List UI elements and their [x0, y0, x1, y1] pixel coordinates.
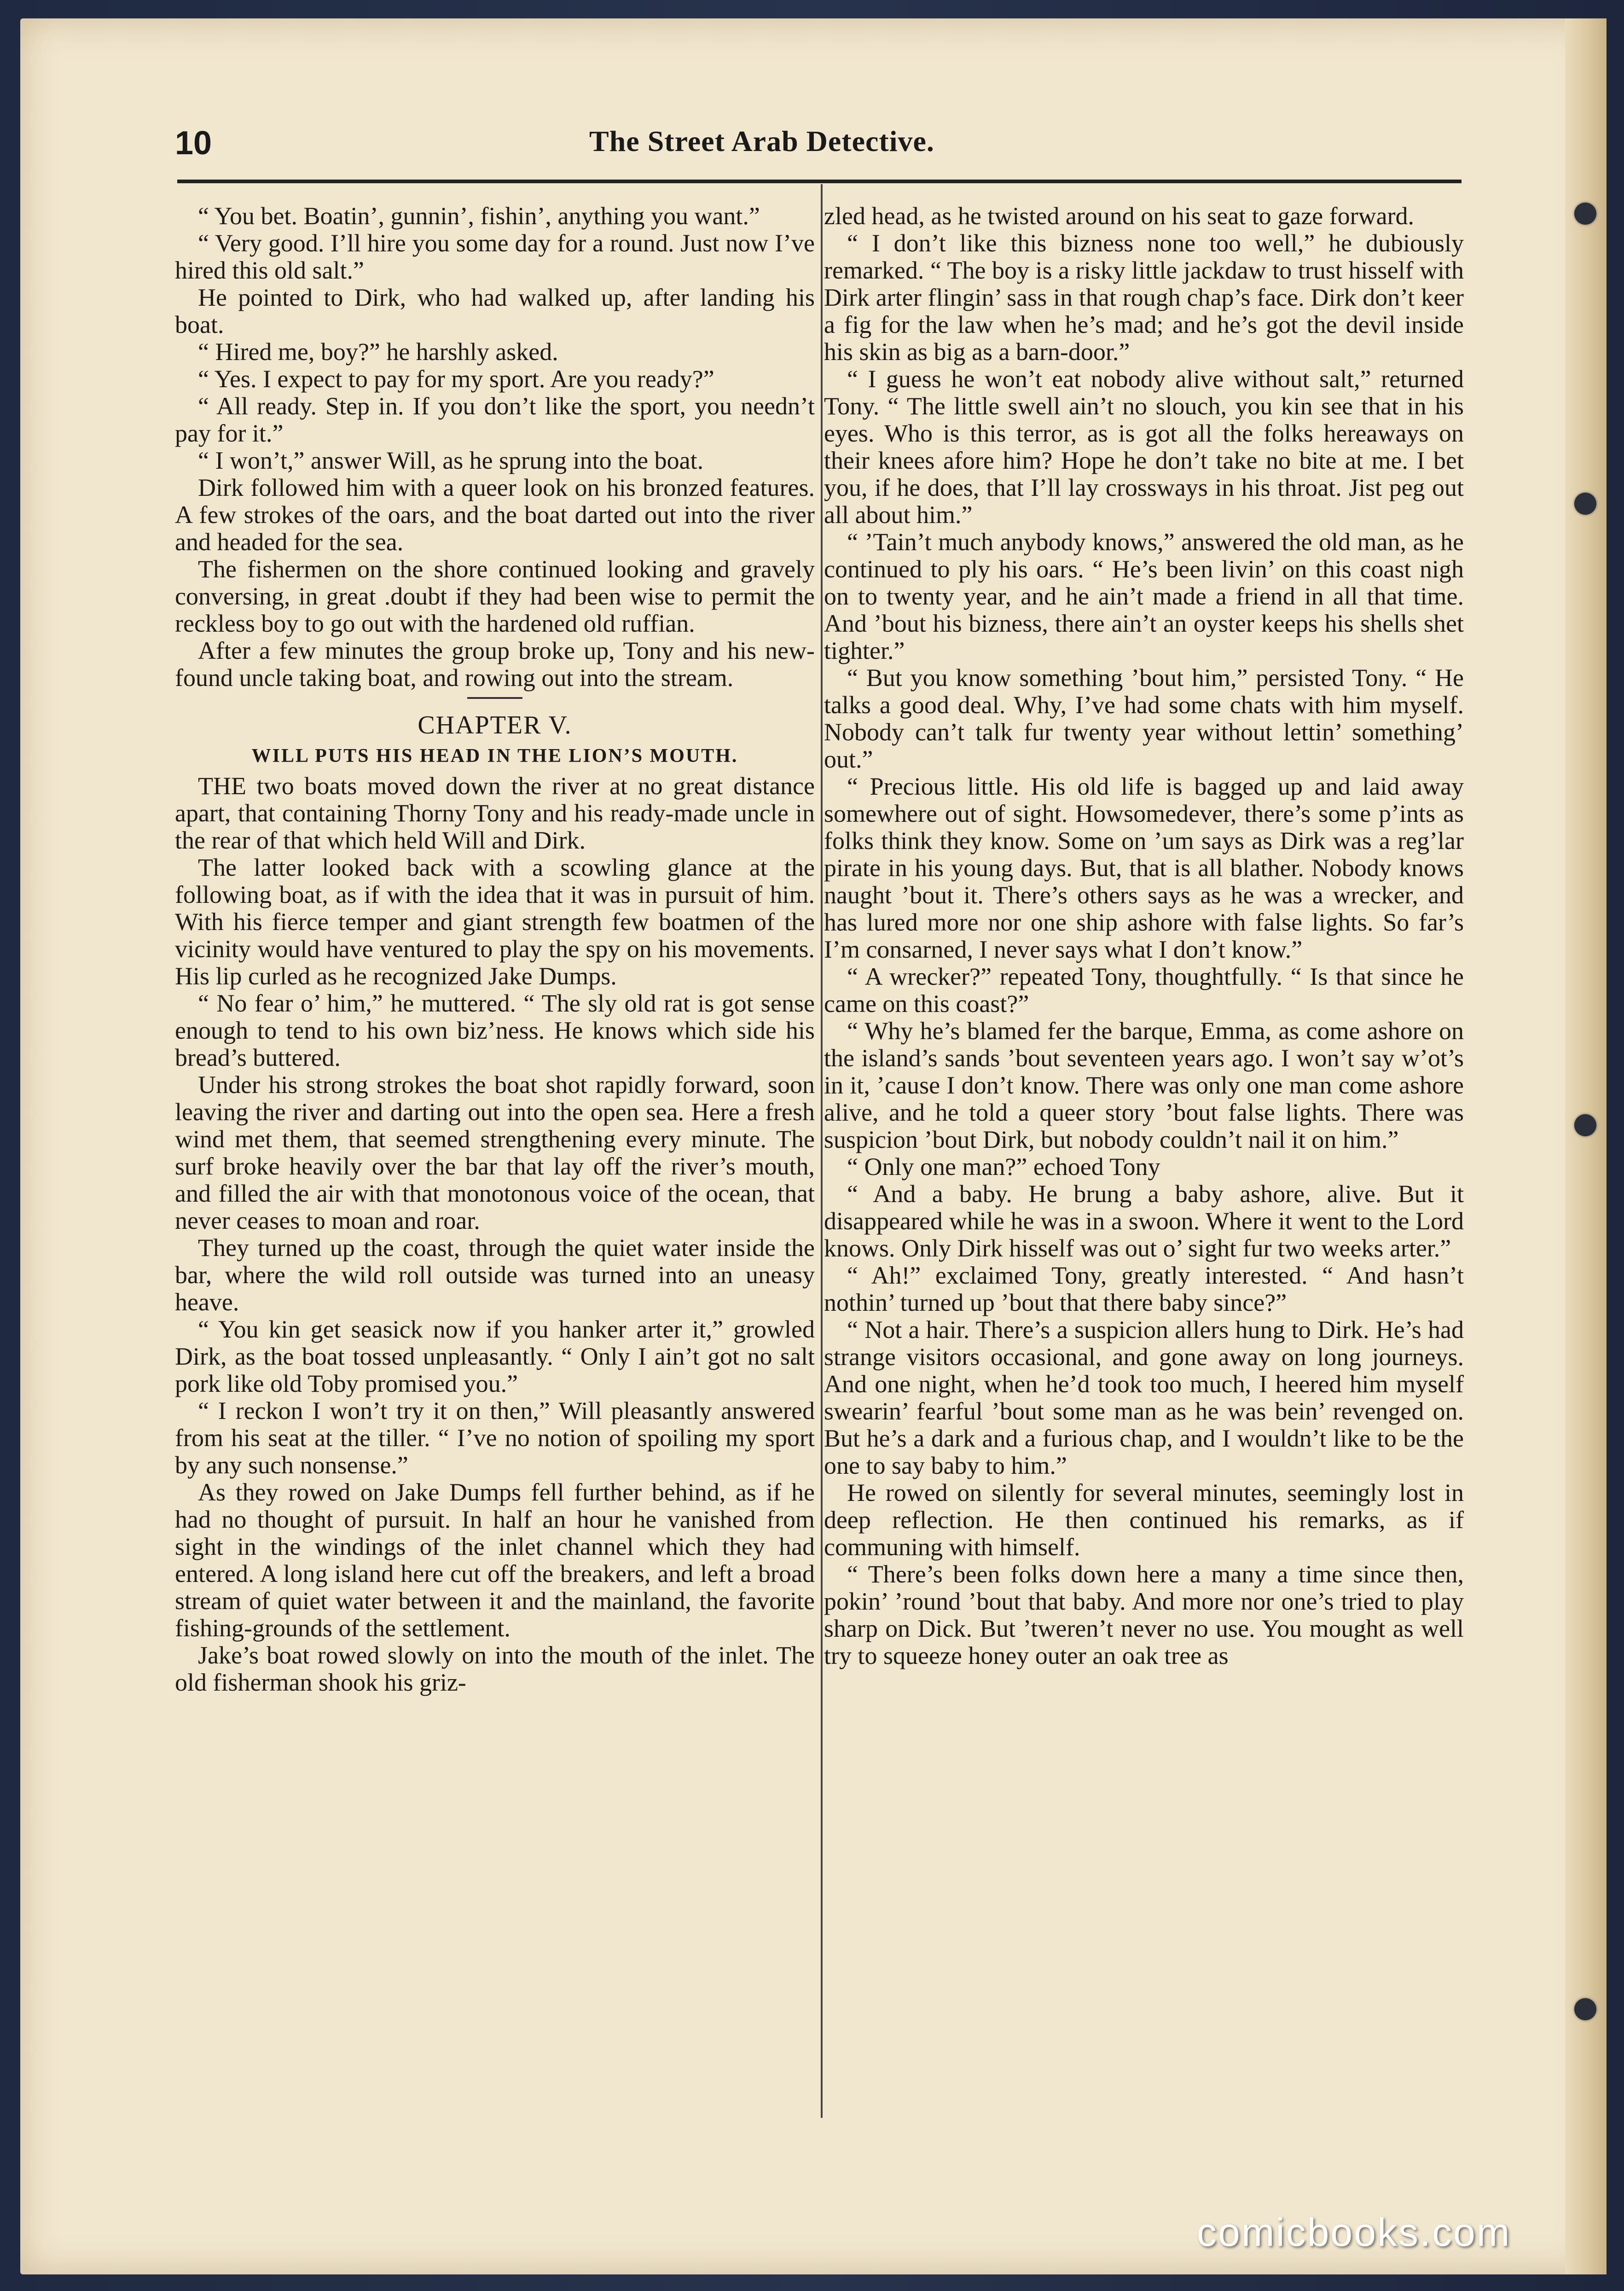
paragraph: After a few minutes the group broke up, Tony and his new-found uncle taking boat, and rowing out into the stream. [175, 637, 815, 692]
paragraph: “ I guess he won’t eat nobody alive without salt,” returned Tony. “ The little swell ain’t no slouch, you kin see that in his eyes. Who is this terror, as is got all the folks hereaways on their knees afore him? Hope he don’t take no bite at me. I bet you, if he does, that I’ll lay crossways in his throat. Jist peg out all about him.” [824, 365, 1464, 529]
left-column-paragraphs [175, 203, 815, 692]
paragraph: They turned up the coast, through the quiet water inside the bar, where the wild roll outside was turned into an uneasy heave. [175, 1234, 815, 1316]
paragraph: “ You kin get seasick now if you hanker arter it,” growled Dirk, as the boat tossed unpleasantly. “ Only I ain’t got no salt pork like old Toby promised you.” [175, 1315, 815, 1397]
paragraph: “ Why he’s blamed fer the barque, Emma, as come ashore on the island’s sands ’bout seventeen years ago. I won’t say w’ot’s in it, ’cause I don’t know. There was only one man come ashore alive, and he told a queer story ’bout false lights. There was suspicion ’bout Dirk, but nobody couldn’t nail it on him.” [824, 1017, 1464, 1153]
binding-staple [1574, 1998, 1596, 2020]
paragraph: “ I reckon I won’t try it on then,” Will pleasantly answered from his seat at the tiller. “ I’ve no notion of spoiling my sport by any such nonsense.” [175, 1397, 815, 1479]
chapter-subtitle: WILL PUTS HIS HEAD IN THE LION’S MOUTH. [251, 745, 738, 767]
paragraph: “ All ready. Step in. If you don’t like the sport, you needn’t pay for it.” [175, 392, 815, 447]
chapter-rule [467, 697, 522, 699]
page-binding-edge [1565, 18, 1607, 2274]
header-rule [177, 180, 1462, 183]
paragraph: “ Not a hair. There’s a suspicion allers hung to Dirk. He’s had strange visitors occasional, and gone away on long journeys. And one night, when he’d took too much, I heered him myself swearin’ fearful ’bout some man as he was bein’ revenged on. But he’s a dark and a furious chap, and I wouldn’t like to be the one to say baby to him.” [824, 1316, 1464, 1479]
column-divider [821, 184, 823, 2118]
paragraph: “ I won’t,” answer Will, as he sprung into the boat. [198, 447, 704, 474]
chapter-paragraphs [175, 773, 815, 1696]
paragraph: “ Precious little. His old life is bagged up and laid away somewhere out of sight. Howsomedever, there’s some p’ints as folks think they know. Some on ’um says as Dirk was a reg’lar pirate in his young days. But, that is all blather. Nobody knows naught ’bout it. There’s others says as he was a wrecker, and has lured more nor one ship ashore with false lights. So far’s I’m consarned, I never says what I don’t know.” [824, 773, 1464, 963]
paragraph: “ Very good. I’ll hire you some day for a round. Just now I’ve hired this old salt.” [175, 229, 815, 284]
left-column [175, 203, 815, 1696]
paragraph: As they rowed on Jake Dumps fell further behind, as if he had no thought of pursuit. In half an hour he vanished from sight in the windings of the inlet channel which they had entered. A long island here cut off the breakers, and left a broad stream of quiet water between it and the mainland, the favorite fishing-grounds of the settlement. [175, 1478, 815, 1642]
binding-staple [1574, 1114, 1596, 1136]
page-header [175, 124, 1464, 170]
paragraph: zled head, as he twisted around on his seat to gaze forward. [824, 202, 1415, 230]
paragraph: He rowed on silently for several minutes, seemingly lost in deep reflection. He then continued his remarks, as if communing with himself. [824, 1479, 1464, 1561]
page-number: 10 [175, 125, 212, 162]
paragraph: “ ’Tain’t much anybody knows,” answered the old man, as he continued to ply his oars. “ He’s been livin’ on this coast nigh on to twenty year, and he ain’t made a friend in all that time. And ’bout his bizness, there ain’t an oyster keeps his shells shet tighter.” [824, 528, 1464, 664]
right-column [824, 203, 1464, 1669]
chapter-title: CHAPTER V. [418, 711, 572, 739]
paragraph: “ Hired me, boy?” he harshly asked. [198, 338, 558, 366]
binding-staple [1574, 493, 1596, 515]
running-title: The Street Arab Detective. [589, 125, 934, 157]
paragraph: “ But you know something ’bout him,” persisted Tony. “ He talks a good deal. Why, I’ve had some chats with him myself. Nobody can’t talk fur twenty year without lettin’ something’ out.” [824, 664, 1464, 773]
paragraph: “ A wrecker?” repeated Tony, thoughtfully. “ Is that since he came on this coast?” [824, 963, 1464, 1018]
paragraph: “ No fear o’ him,” he muttered. “ The sly old rat is got sense enough to tend to his own biz’ness. He knows which side his bread’s buttered. [175, 989, 815, 1071]
right-column-paragraphs [824, 203, 1464, 1669]
paragraph: THE two boats moved down the river at no great distance apart, that containing Thorny Tony and his ready-made uncle in the rear of that which held Will and Dirk. [175, 772, 815, 854]
binding-staple [1574, 203, 1596, 225]
paragraph: “ I don’t like this bizness none too well,” he dubiously remarked. “ The boy is a risky little jackdaw to trust hisself with Dirk arter flingin’ sass in that rough chap’s face. Dirk don’t keer a fig for the law when he’s mad; and he’s got the devil inside his skin as big as a barn-door.” [824, 229, 1464, 366]
paragraph: He pointed to Dirk, who had walked up, after landing his boat. [175, 284, 815, 338]
paragraph: “ There’s been folks down here a many a time since then, pokin’ ’round ’bout that baby. And more nor one’s tried to play sharp on Dick. But ’tweren’t never no use. You mought as well try to squeeze honey outer an oak tree as [824, 1560, 1464, 1669]
paragraph: Under his strong strokes the boat shot rapidly forward, soon leaving the river and darting out into the open sea. Here a fresh wind met them, that seemed strengthening every minute. The surf broke heavily over the bar that lay off the river’s mouth, and filled the air with that monotonous voice of the ocean, that never ceases to moan and roar. [175, 1071, 815, 1234]
paragraph: “ Ah!” exclaimed Tony, greatly interested. “ And hasn’t nothin’ turned up ’bout that there baby since?” [824, 1262, 1464, 1316]
paragraph: The fishermen on the shore continued looking and gravely conversing, in great .doubt if they had been wise to permit the reckless boy to go out with the hardened old ruffian. [175, 555, 815, 637]
paragraph: “ You bet. Boatin’, gunnin’, fishin’, anything you want.” [198, 202, 760, 230]
paragraph: Dirk followed him with a queer look on his bronzed features. A few strokes of the oars, and the boat darted out into the river and headed for the sea. [175, 474, 815, 556]
paragraph: “ Only one man?” echoed Tony [847, 1153, 1160, 1180]
watermark: comicbooks.com [1197, 2210, 1511, 2255]
paragraph: Jake’s boat rowed slowly on into the mouth of the inlet. The old fisherman shook his griz- [175, 1641, 815, 1696]
paragraph: The latter looked back with a scowling glance at the following boat, as if with the idea that it was in pursuit of him. With his fierce temper and giant strength few boatmen of the vicinity would have ventured to play the spy on his movements. His lip curled as he recognized Jake Dumps. [175, 854, 815, 990]
paragraph: “ Yes. I expect to pay for my sport. Are you ready?” [198, 365, 714, 393]
paragraph: “ And a baby. He brung a baby ashore, alive. But it disappeared while he was in a swoon. Where it went to the Lord knows. Only Dirk hisself was out o’ sight fur two weeks arter.” [824, 1180, 1464, 1262]
